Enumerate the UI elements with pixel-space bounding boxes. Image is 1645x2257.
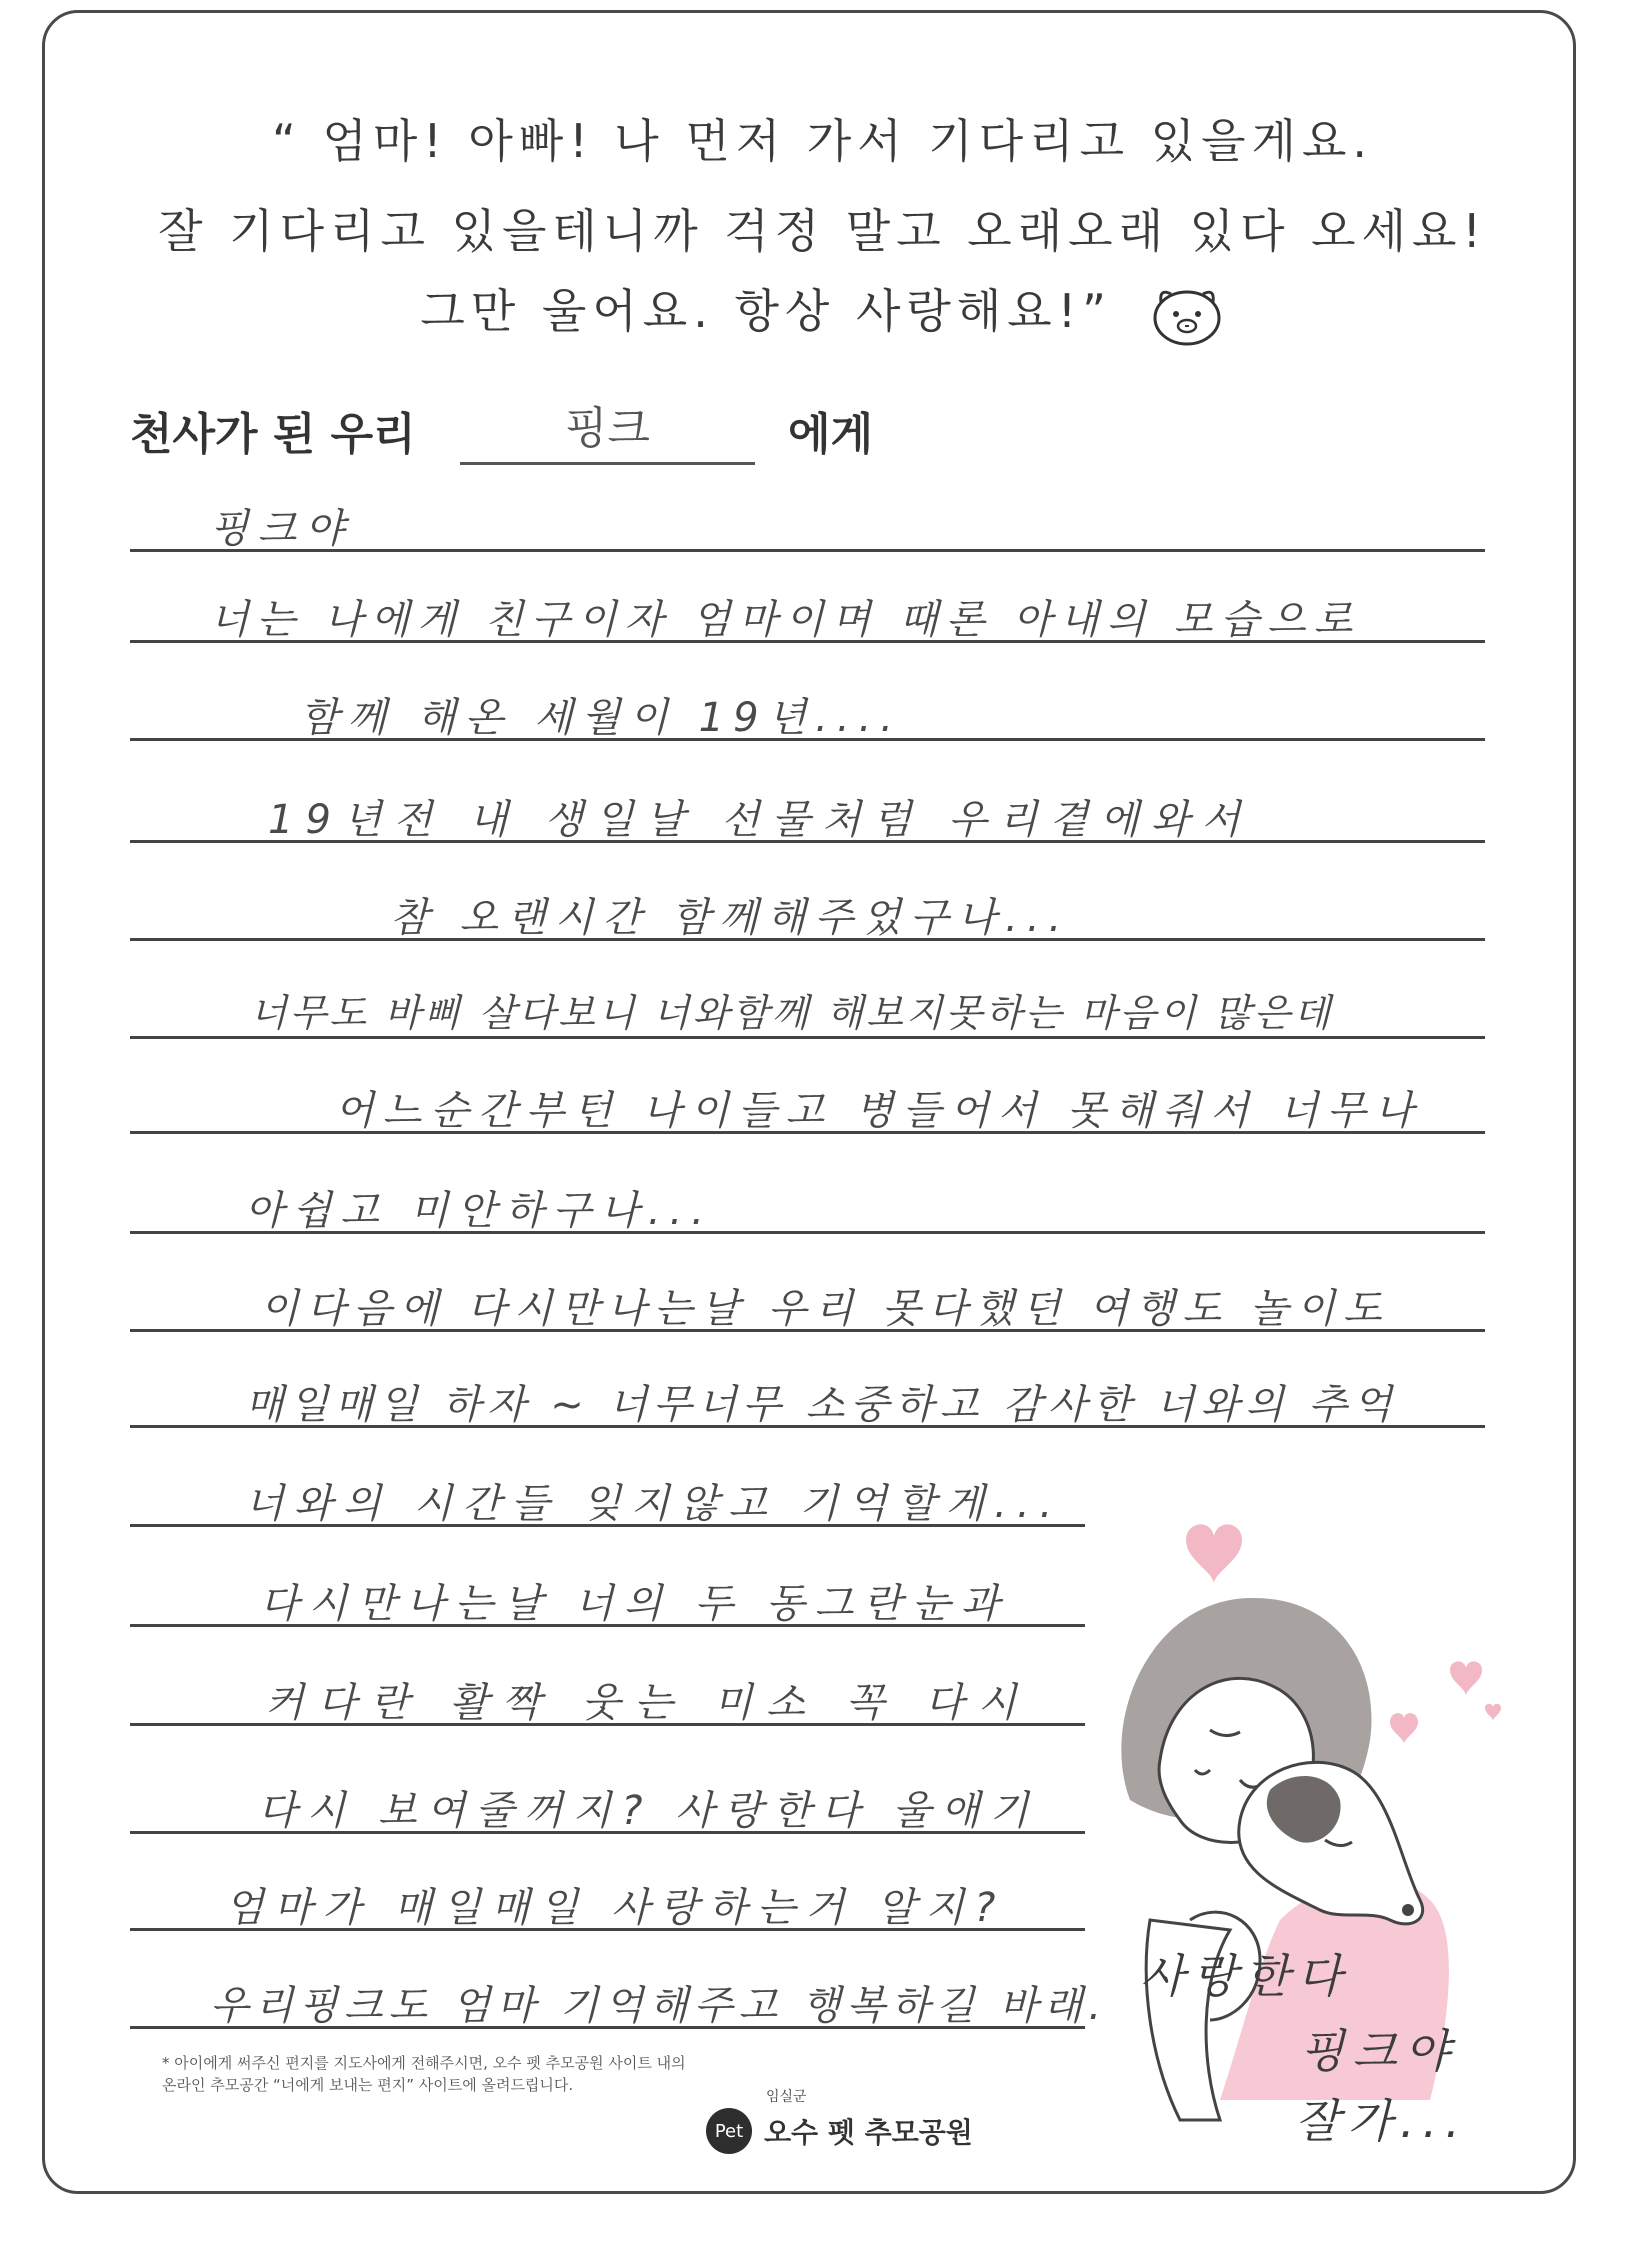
quote-line-3 — [0, 275, 1645, 348]
footer-note — [162, 2052, 686, 2096]
letter-line: 엄마가 매일매일 사랑하는거 알지? — [225, 1885, 1006, 1931]
letter-line: 너와의 시간들 잊지않고 기억할게... — [245, 1481, 1063, 1527]
letter-line: 핑크야 — [210, 506, 353, 552]
letter-line: 어느순간부턴 나이들고 병들어서 못해줘서 너무나 — [335, 1088, 1423, 1134]
letter-line: 다시만나는날 너의 두 동그란눈과 — [260, 1581, 1010, 1627]
letter-line: 아쉽고 미안하구나... — [245, 1188, 713, 1234]
letter-line: 너무도 바삐 살다보니 너와함께 해보지못하는 마음이 많은데 — [250, 991, 1334, 1035]
quote-line-1: “ 엄마! 아빠! 나 먼저 가서 기다리고 있을게요. — [271, 114, 1374, 168]
quote-line-2: 잘 기다리고 있을테니까 걱정 말고 오래오래 있다 오세요! — [158, 204, 1487, 258]
heart-icon — [1390, 1713, 1418, 1744]
addressee-prefix: 천사가 된 우리 — [130, 409, 416, 460]
letter-line: 커다란 활짝 웃는 미소 꼭 다시 — [265, 1680, 1031, 1726]
letter-line: 매일매일 하자 ~ 너무너무 소중하고 감사한 너와의 추억 — [245, 1382, 1398, 1428]
logo-text: 오수 펫 추모공원 — [764, 2116, 973, 2149]
signature-line-3: 잘가... — [1295, 2094, 1468, 2148]
addressee-suffix: 에게 — [788, 409, 874, 460]
letter-line: 함께 해온 세월이 19년.... — [300, 695, 903, 741]
letter-line: 너는 나에게 친구이자 엄마이며 때론 아내의 모습으로 — [210, 597, 1361, 643]
letter-line: 우리핑크도 엄마 기억해주고 행복하길 바래. — [210, 1983, 1108, 2029]
quote-line-3-text: 그만 울어요. 항상 사랑해요!” — [420, 284, 1112, 338]
letter-line: 이다음에 다시만나는날 우리 못다했던 여행도 놀이도 — [260, 1286, 1390, 1332]
heart-icon — [1450, 1661, 1482, 1696]
memorial-park-logo — [706, 2089, 973, 2154]
logo-mark-icon: Pet — [706, 2108, 752, 2154]
footer-note-line-1: * 아이에게 써주신 편지를 지도사에게 전해주시면, 오수 펫 추모공원 사이트 내의 — [162, 2054, 686, 2072]
letter-line: 19년전 내 생일날 선물처럼 우리곁에와서 — [268, 797, 1252, 843]
heart-icon — [1186, 1524, 1242, 1584]
footer-note-line-2: 온라인 추모공간 “너에게 보내는 편지” 사이트에 올려드립니다. — [162, 2076, 574, 2094]
bear-face-icon — [1149, 282, 1225, 348]
signature-line-2: 핑크야 — [1300, 2024, 1458, 2078]
signature-line-1: 사랑한다 — [1140, 1949, 1350, 2003]
letter-line: 참 오랜시간 함께해주었구나... — [390, 895, 1071, 941]
logo-subtitle: 임실군 — [766, 2089, 807, 2105]
letter-line: 다시 보여줄꺼지? 사랑한다 울애기 — [258, 1788, 1039, 1834]
addressee-name: 핑크 — [460, 392, 755, 465]
heart-icon — [1485, 1704, 1501, 1721]
